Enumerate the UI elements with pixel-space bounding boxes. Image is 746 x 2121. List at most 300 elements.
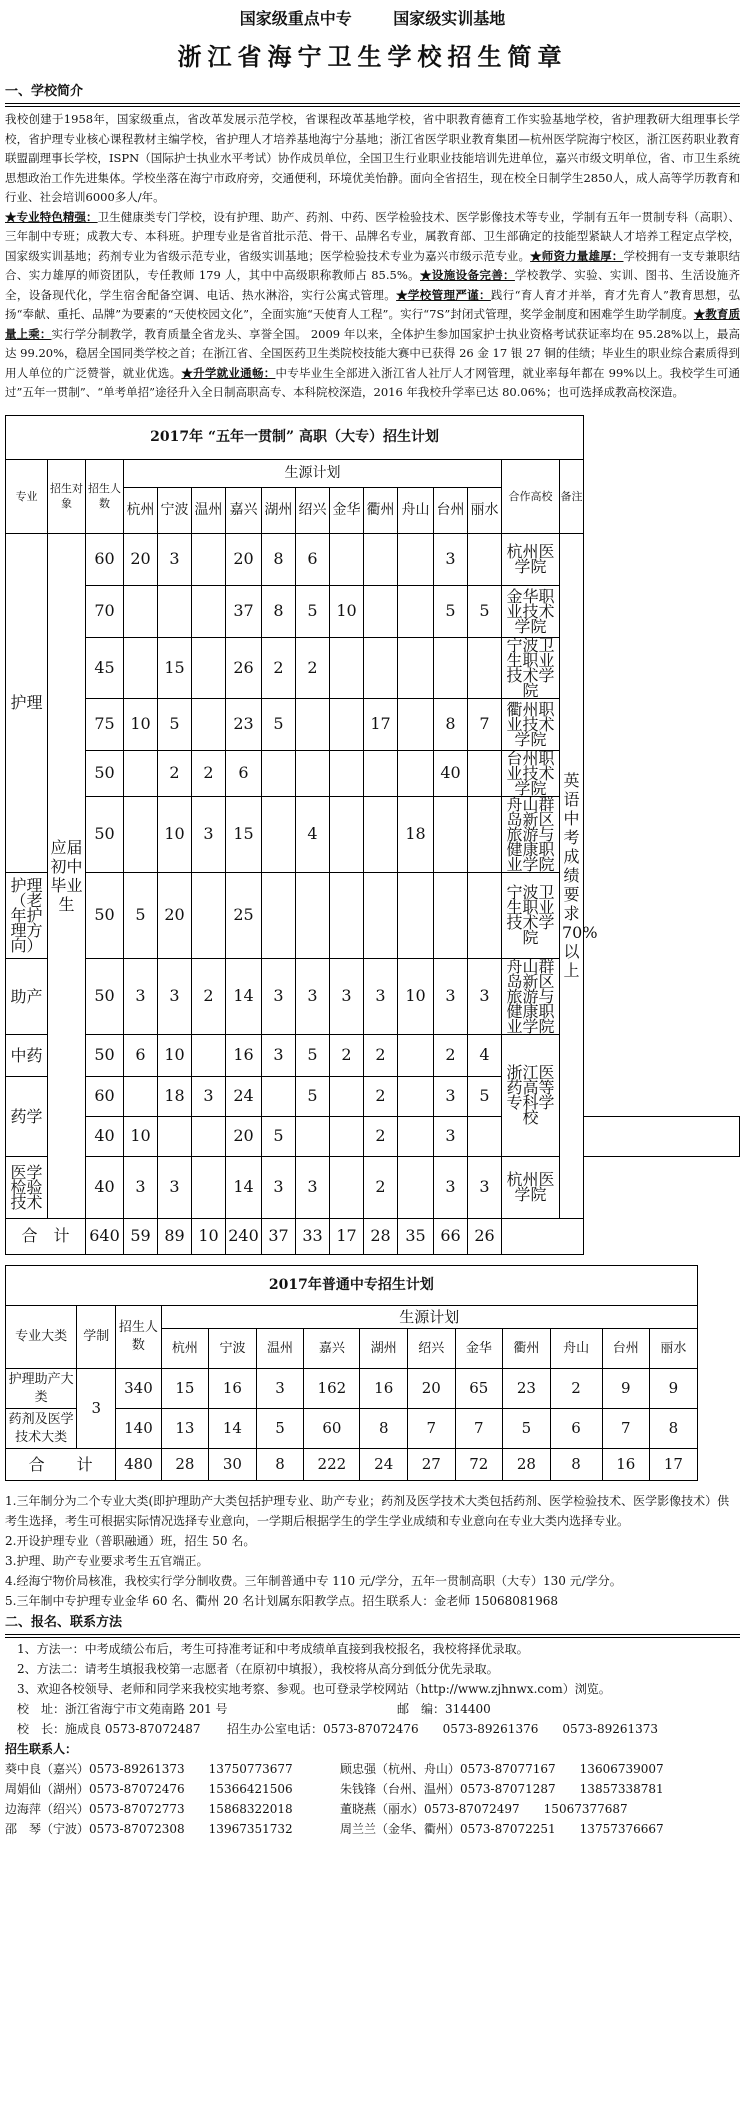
row-count: 75 [86, 698, 124, 750]
contact-row [5, 1819, 740, 1839]
city-cell: 6 [550, 1409, 602, 1449]
city-header: 杭州 [161, 1329, 209, 1369]
city-cell: 5 [503, 1409, 551, 1449]
row-count: 140 [116, 1409, 161, 1449]
intro-heading: 一、学校简介 [5, 82, 740, 104]
contact-person: 邵 琴（宁波）0573-87072308 13967351732 [5, 1822, 293, 1836]
feature-text: 卫生健康类专门学校，设有护理、助产、药剂、中药、医学检验技术、医学影像技术等专业，学制有五年一贯制专科（高职）、三年制中专班；成教大专、本科班。护理专业是省首批示范、骨干、品牌名专业，属教育部、卫生部确定的技能型紧缺人才培养工程定点学校，国家级实训基地；药剂专业为省级示范专业，省级实训基地；医学检验技术专业为嘉兴市级示范专业。 [5, 209, 740, 263]
city-cell [330, 1156, 364, 1218]
city-cell: 14 [226, 1156, 262, 1218]
city-cell: 3 [434, 1116, 468, 1156]
city-cell [262, 796, 296, 872]
city-cell: 16 [360, 1369, 408, 1409]
city-cell: 3 [468, 958, 502, 1034]
management-text: 践行“育人育才并举，育才先育人”教育思想，弘扬“奉献、重托、品牌”为要素的“天使校园文化”，全面实施“天使育人工程”。实行“7S”封闭式管理，奖学金制度和困难学生助学制度。 [5, 287, 740, 321]
total-city: 89 [158, 1218, 192, 1254]
city-cell: 2 [158, 750, 192, 796]
city-cell [124, 585, 158, 637]
city-cell: 2 [364, 1116, 398, 1156]
city-cell: 26 [226, 637, 262, 698]
management-heading: ★学校管理严谨： [396, 287, 491, 302]
city-cell [468, 533, 502, 585]
row-count: 45 [86, 637, 124, 698]
contact-row [5, 1759, 740, 1779]
target-audience: 应届初中毕业生 [48, 533, 86, 1218]
city-cell [364, 796, 398, 872]
city-cell: 6 [296, 533, 330, 585]
partner-college: 浙江医药高等专科学校 [502, 1034, 560, 1156]
city-cell: 3 [262, 1034, 296, 1076]
city-cell: 4 [296, 796, 330, 872]
city-cell [434, 637, 468, 698]
city-cell: 6 [226, 750, 262, 796]
city-cell [434, 872, 468, 958]
city-cell [192, 637, 226, 698]
total-blank [502, 1218, 584, 1254]
address-row [5, 1699, 740, 1719]
city-cell: 15 [158, 637, 192, 698]
partner-college: 宁波卫生职业技术学院 [502, 637, 560, 698]
city-cell [330, 698, 364, 750]
brochure-page [5, 0, 740, 2121]
city-cell [296, 750, 330, 796]
city-cell: 2 [364, 1034, 398, 1076]
major-elder-nursing: 护理（老年护理方向） [6, 872, 48, 958]
city-cell: 20 [226, 533, 262, 585]
contact-person: 葵中良（嘉兴）0573-89261373 13750773677 [5, 1762, 293, 1776]
five-year-plan-caption: 2017年 “五年一贯制” 高职（大专）招生计划 [6, 415, 584, 459]
city-cell: 8 [434, 698, 468, 750]
city-cell: 5 [296, 585, 330, 637]
city-cell: 10 [158, 1034, 192, 1076]
city-header: 宁波 [158, 487, 192, 533]
note-item: 5.三年制中专护理专业金华 60 名、衢州 20 名计划属东阳教学点。招生联系人：金老师 15068081968 [5, 1594, 559, 1608]
total-city: 8 [256, 1449, 304, 1481]
city-header: 丽水 [468, 487, 502, 533]
city-header: 宁波 [209, 1329, 257, 1369]
badge-training-base: 国家级实训基地 [393, 9, 506, 28]
city-cell [124, 796, 158, 872]
total-city: 26 [468, 1218, 502, 1254]
city-cell: 3 [124, 958, 158, 1034]
city-header: 嘉兴 [304, 1329, 360, 1369]
city-header: 衢州 [503, 1329, 551, 1369]
city-cell: 7 [408, 1409, 456, 1449]
total-city: 72 [455, 1449, 503, 1481]
city-cell: 5 [468, 585, 502, 637]
total-city: 240 [226, 1218, 262, 1254]
city-cell [330, 750, 364, 796]
contact-people [5, 1759, 740, 1839]
city-cell: 3 [434, 958, 468, 1034]
city-cell: 14 [226, 958, 262, 1034]
major-tcm: 中药 [6, 1034, 48, 1076]
city-cell: 20 [158, 872, 192, 958]
city-cell [330, 533, 364, 585]
city-cell [364, 533, 398, 585]
office-phone: 招生办公室电话：0573-87072476 0573-89261376 0573-89261373 [227, 1722, 659, 1736]
row-count: 60 [86, 533, 124, 585]
note-item: 3.护理、助产专业要求考生五官端正。 [5, 1554, 209, 1568]
city-cell [398, 1156, 434, 1218]
city-cell: 5 [296, 1076, 330, 1116]
city-cell [398, 637, 434, 698]
school-badges [5, 6, 740, 32]
secondary-plan-caption: 2017年普通中专招生计划 [6, 1265, 698, 1305]
total-city: 27 [408, 1449, 456, 1481]
city-cell [398, 1116, 434, 1156]
five-year-plan-table [5, 415, 740, 1255]
city-cell: 5 [296, 1034, 330, 1076]
city-cell [468, 872, 502, 958]
feature-heading: ★专业特色精强： [5, 209, 98, 224]
total-city: 222 [304, 1449, 360, 1481]
col-years: 学制 [77, 1305, 116, 1369]
total-label: 合 计 [6, 1218, 86, 1254]
row-count: 50 [86, 872, 124, 958]
major-nursing: 护理 [6, 533, 48, 872]
city-cell [330, 637, 364, 698]
city-cell [468, 796, 502, 872]
city-cell [192, 1116, 226, 1156]
total-label: 合 计 [6, 1449, 116, 1481]
city-cell [330, 1116, 364, 1156]
city-cell: 24 [226, 1076, 262, 1116]
intro-paragraph: 我校创建于1958年，国家级重点，省改革发展示范学校，省课程改革基地学校，省中职教育德育工作实验基地学校，省护理教研大组理事长学校，省护理专业核心课程教材主编学校，省护理人才培养基地海宁分基地；浙江省医学职业教育集团—杭州医学院海宁校区，浙江医药职业教育联盟副理事长学校，ISPN（国际护士执业水平考试）协作成员单位，全国卫生行业职业技能培训先进单位，嘉兴市级文明单位，省、市卫生系统思想政治工作先进集体。学校坐落在海宁市政府旁，交通便利，环境优美怡静。面向全省招生，现在校全日制学生2850人，成人高等学历教育和行业、社会培训6000多人/年。 [5, 112, 740, 204]
note-item: 1.三年制分为二个专业大类(即护理助产大类包括护理专业、助产专业；药剂及医学技术大类包括药剂、医学检验技术、医学影像技术）供考生选择，考生可根据实际情况选择专业意向，一学期后根据学生的学生学业成绩和专业意向在专业大类内选择专业。 [5, 1494, 730, 1528]
city-cell: 7 [602, 1409, 650, 1449]
city-cell [262, 750, 296, 796]
city-cell: 23 [503, 1369, 551, 1409]
city-cell: 16 [209, 1369, 257, 1409]
city-header: 温州 [256, 1329, 304, 1369]
postcode: 邮 编：314400 [397, 1702, 491, 1716]
method-3: 3、欢迎各校领导、老师和同学来我校实地考察、参观。也可登录学校网站（http://www.zjhnwx.com）浏览。 [17, 1682, 611, 1696]
city-cell: 10 [398, 958, 434, 1034]
method-1: 1、方法一：中考成绩公布后，考生可持准考证和中考成绩单直接到我校报名，我校将择优录取。 [17, 1642, 529, 1656]
total-count: 640 [86, 1218, 124, 1254]
col-count: 招生人数 [116, 1305, 161, 1369]
col-target: 招生对象 [48, 459, 86, 533]
partner-college: 杭州医学院 [502, 1156, 560, 1218]
city-header: 温州 [192, 487, 226, 533]
city-cell [398, 872, 434, 958]
city-cell: 2 [192, 750, 226, 796]
address: 校 址：浙江省海宁市文苑南路 201 号 [17, 1702, 228, 1716]
city-cell [398, 1034, 434, 1076]
city-cell: 7 [455, 1409, 503, 1449]
city-header: 绍兴 [408, 1329, 456, 1369]
city-cell: 5 [256, 1409, 304, 1449]
city-cell: 2 [262, 637, 296, 698]
city-cell [398, 1076, 434, 1116]
total-city: 28 [503, 1449, 551, 1481]
city-cell [192, 533, 226, 585]
contact-person: 董晓燕（丽水）0573-87072497 15067377687 [340, 1802, 628, 1816]
city-cell: 15 [226, 796, 262, 872]
city-cell [124, 750, 158, 796]
row-count: 340 [116, 1369, 161, 1409]
city-cell: 2 [364, 1076, 398, 1116]
city-cell [124, 1076, 158, 1116]
badge-key-school: 国家级重点中专 [239, 9, 352, 28]
col-major: 专业 [6, 459, 48, 533]
contact-person: 朱钱锋（台州、温州）0573-87071287 13857338781 [340, 1782, 664, 1796]
city-cell: 3 [158, 958, 192, 1034]
city-cell: 3 [434, 1156, 468, 1218]
total-city: 24 [360, 1449, 408, 1481]
city-cell: 16 [226, 1034, 262, 1076]
city-cell: 2 [296, 637, 330, 698]
total-count: 480 [116, 1449, 161, 1481]
city-cell: 9 [650, 1369, 698, 1409]
city-cell [364, 637, 398, 698]
quality-heading: ★教育质量上乘： [5, 307, 740, 341]
city-cell: 10 [124, 698, 158, 750]
contact-person: 边海萍（绍兴）0573-87072773 15868322018 [5, 1802, 293, 1816]
total-city: 10 [192, 1218, 226, 1254]
employment-heading: ★升学就业通畅： [181, 365, 276, 380]
city-cell: 3 [262, 1156, 296, 1218]
city-cell: 5 [262, 698, 296, 750]
city-header: 衢州 [364, 487, 398, 533]
intro-text [5, 110, 740, 403]
city-cell: 3 [262, 958, 296, 1034]
facility-text: 学校教学、实验、实训、图书、生活设施齐全，设备现代化，学生宿舍配备空调、电话、热水淋浴，实行公寓式管理。 [5, 268, 740, 302]
city-cell: 20 [124, 533, 158, 585]
years-cell: 3 [77, 1369, 116, 1449]
city-cell [158, 585, 192, 637]
total-city: 28 [364, 1218, 398, 1254]
city-cell: 17 [364, 698, 398, 750]
city-cell: 3 [124, 1156, 158, 1218]
faculty-text: 学校拥有一支专兼职结合、实力雄厚的师资团队，专任教师 179 人，其中中高级职称教师占 85.5%。 [5, 248, 740, 282]
row-count: 60 [86, 1076, 124, 1116]
city-cell [330, 872, 364, 958]
faculty-heading: ★师资力量雄厚： [530, 248, 624, 263]
partner-college: 杭州医学院 [502, 533, 560, 585]
city-cell [364, 872, 398, 958]
total-city: 30 [209, 1449, 257, 1481]
city-cell: 20 [226, 1116, 262, 1156]
row-count: 50 [86, 750, 124, 796]
partner-college-blank [584, 1116, 740, 1156]
city-cell: 60 [304, 1409, 360, 1449]
row-count: 40 [86, 1156, 124, 1218]
city-cell: 8 [360, 1409, 408, 1449]
row-count: 50 [86, 796, 124, 872]
city-cell [398, 698, 434, 750]
city-cell: 5 [262, 1116, 296, 1156]
city-cell: 10 [124, 1116, 158, 1156]
phone-row [5, 1719, 740, 1739]
city-cell: 162 [304, 1369, 360, 1409]
total-city: 35 [398, 1218, 434, 1254]
city-cell: 3 [256, 1369, 304, 1409]
contact-person: 顾忠强（杭州、舟山）0573-87077167 13606739007 [340, 1762, 664, 1776]
city-cell: 25 [226, 872, 262, 958]
total-city: 33 [296, 1218, 330, 1254]
partner-college: 金华职业技术学院 [502, 585, 560, 637]
partner-college: 舟山群岛新区旅游与健康职业学院 [502, 958, 560, 1034]
notes [5, 1491, 740, 1611]
city-cell [296, 698, 330, 750]
city-cell: 2 [550, 1369, 602, 1409]
city-cell [398, 585, 434, 637]
total-city: 17 [650, 1449, 698, 1481]
city-header: 舟山 [550, 1329, 602, 1369]
row-count: 40 [86, 1116, 124, 1156]
city-cell: 10 [158, 796, 192, 872]
city-header: 杭州 [124, 487, 158, 533]
city-cell [192, 1156, 226, 1218]
contact-person: 周兰兰（金华、衢州）0573-87072251 13757376667 [340, 1822, 664, 1836]
city-cell: 3 [330, 958, 364, 1034]
city-cell: 5 [468, 1076, 502, 1116]
city-cell [468, 750, 502, 796]
partner-college: 衢州职业技术学院 [502, 698, 560, 750]
city-cell: 8 [262, 533, 296, 585]
contact-row [5, 1779, 740, 1799]
note-item: 2.开设护理专业（普职融通）班，招生 50 名。 [5, 1534, 256, 1548]
contact-person: 周娟仙（湖州）0573-87072476 15366421506 [5, 1782, 293, 1796]
city-cell [192, 1034, 226, 1076]
city-cell: 3 [192, 796, 226, 872]
total-city: 28 [161, 1449, 209, 1481]
major-midwifery: 助产 [6, 958, 48, 1034]
city-cell: 3 [296, 958, 330, 1034]
partner-college: 宁波卫生职业技术学院 [502, 872, 560, 958]
city-cell [398, 533, 434, 585]
city-cell: 8 [262, 585, 296, 637]
city-cell: 3 [158, 1156, 192, 1218]
city-cell: 18 [398, 796, 434, 872]
city-header: 台州 [602, 1329, 650, 1369]
city-cell: 20 [408, 1369, 456, 1409]
city-cell: 6 [124, 1034, 158, 1076]
contact-row [5, 1799, 740, 1819]
city-cell [192, 698, 226, 750]
city-header: 舟山 [398, 487, 434, 533]
city-header: 金华 [455, 1329, 503, 1369]
total-city: 59 [124, 1218, 158, 1254]
note-item: 4.经海宁物价局核准，我校实行学分制收费。三年制普通中专 110 元/学分，五年一贯制高职（大专）130 元/学分。 [5, 1574, 622, 1588]
city-cell: 18 [158, 1076, 192, 1116]
row-count: 50 [86, 958, 124, 1034]
secondary-plan-table [5, 1265, 740, 1482]
city-cell: 15 [161, 1369, 209, 1409]
city-cell [192, 872, 226, 958]
col-source-plan: 生源计划 [124, 459, 502, 487]
city-cell [192, 585, 226, 637]
city-cell [330, 1076, 364, 1116]
city-cell: 5 [158, 698, 192, 750]
city-cell: 3 [468, 1156, 502, 1218]
page-title: 浙江省海宁卫生学校招生简章 [177, 42, 568, 71]
col-source-plan: 生源计划 [161, 1305, 697, 1329]
city-cell: 3 [434, 533, 468, 585]
major-lab: 医学检验技术 [6, 1156, 48, 1218]
contacts-label: 招生联系人： [5, 1742, 78, 1756]
city-cell [434, 796, 468, 872]
city-cell [296, 1116, 330, 1156]
city-header: 嘉兴 [226, 487, 262, 533]
city-header: 湖州 [262, 487, 296, 533]
city-cell: 5 [124, 872, 158, 958]
col-partner: 合作高校 [502, 459, 560, 533]
major-group: 护理助产大类 [6, 1369, 77, 1409]
city-cell: 7 [468, 698, 502, 750]
city-cell: 40 [434, 750, 468, 796]
major-group: 药剂及医学技术大类 [6, 1409, 77, 1449]
col-note: 备注 [560, 459, 584, 533]
method-2: 2、方法二：请考生填报我校第一志愿者（在原初中填报），我校将从高分到低分优先录取。 [17, 1662, 499, 1676]
total-city: 17 [330, 1218, 364, 1254]
city-cell: 3 [158, 533, 192, 585]
city-cell: 14 [209, 1409, 257, 1449]
total-city: 66 [434, 1218, 468, 1254]
total-city: 37 [262, 1218, 296, 1254]
city-cell [330, 796, 364, 872]
city-header: 绍兴 [296, 487, 330, 533]
city-cell [262, 1076, 296, 1116]
city-cell: 2 [434, 1034, 468, 1076]
city-cell: 4 [468, 1034, 502, 1076]
city-cell: 3 [296, 1156, 330, 1218]
city-cell: 65 [455, 1369, 503, 1409]
city-cell [398, 750, 434, 796]
quality-text: 实行学分制教学，教育质量全省龙头、享誉全国。 2009 年以来，全体护生参加国家护士执业资格考试获证率均在 95.28%以上，最高达 99.20%，稳居全国同类学校之首；在浙江省、全国医药卫生类院校技能大赛中已获得 26 金 17 银 27 铜的佳绩；毕业生的职业综合素质得到用人单位的广泛赞誉，就业优选。 [5, 326, 740, 380]
city-header: 湖州 [360, 1329, 408, 1369]
city-cell [364, 585, 398, 637]
city-cell [158, 1116, 192, 1156]
principal-phone: 校 长：施成良 0573-87072487 [17, 1722, 201, 1736]
col-count: 招生人数 [86, 459, 124, 533]
partner-college: 台州职业技术学院 [502, 750, 560, 796]
intro-features [5, 208, 740, 403]
row-count: 50 [86, 1034, 124, 1076]
city-cell [468, 1116, 502, 1156]
facility-heading: ★设施设备完善： [420, 268, 515, 282]
city-cell [364, 750, 398, 796]
total-city: 16 [602, 1449, 650, 1481]
city-cell [124, 637, 158, 698]
city-header: 丽水 [650, 1329, 698, 1369]
city-cell [468, 637, 502, 698]
city-cell: 2 [364, 1156, 398, 1218]
city-header: 台州 [434, 487, 468, 533]
city-cell [262, 872, 296, 958]
city-cell: 8 [650, 1409, 698, 1449]
city-cell: 3 [192, 1076, 226, 1116]
city-cell: 5 [434, 585, 468, 637]
city-cell: 10 [330, 585, 364, 637]
city-cell: 37 [226, 585, 262, 637]
city-header: 金华 [330, 487, 364, 533]
city-cell: 2 [330, 1034, 364, 1076]
contact-heading: 二、报名、联系方法 [5, 1613, 740, 1635]
city-cell [296, 872, 330, 958]
contact-block [5, 1639, 740, 1839]
major-pharmacy: 药学 [6, 1076, 48, 1156]
city-cell: 13 [161, 1409, 209, 1449]
note-cell: 英语中考成绩要求70%以上 [560, 533, 584, 1218]
city-cell: 23 [226, 698, 262, 750]
city-cell: 3 [364, 958, 398, 1034]
city-cell: 2 [192, 958, 226, 1034]
employment-text: 中专毕业生全部进入浙江省人社厅人才网管理，就业率每年都在 99%以上。我校学生可通过”五年一贯制”、“单考单招”途径升入全日制高职高专、本科院校深造，2016 年我校升学率已达 80.06%；也可选择成教高校深造。 [5, 365, 740, 399]
row-count: 70 [86, 585, 124, 637]
